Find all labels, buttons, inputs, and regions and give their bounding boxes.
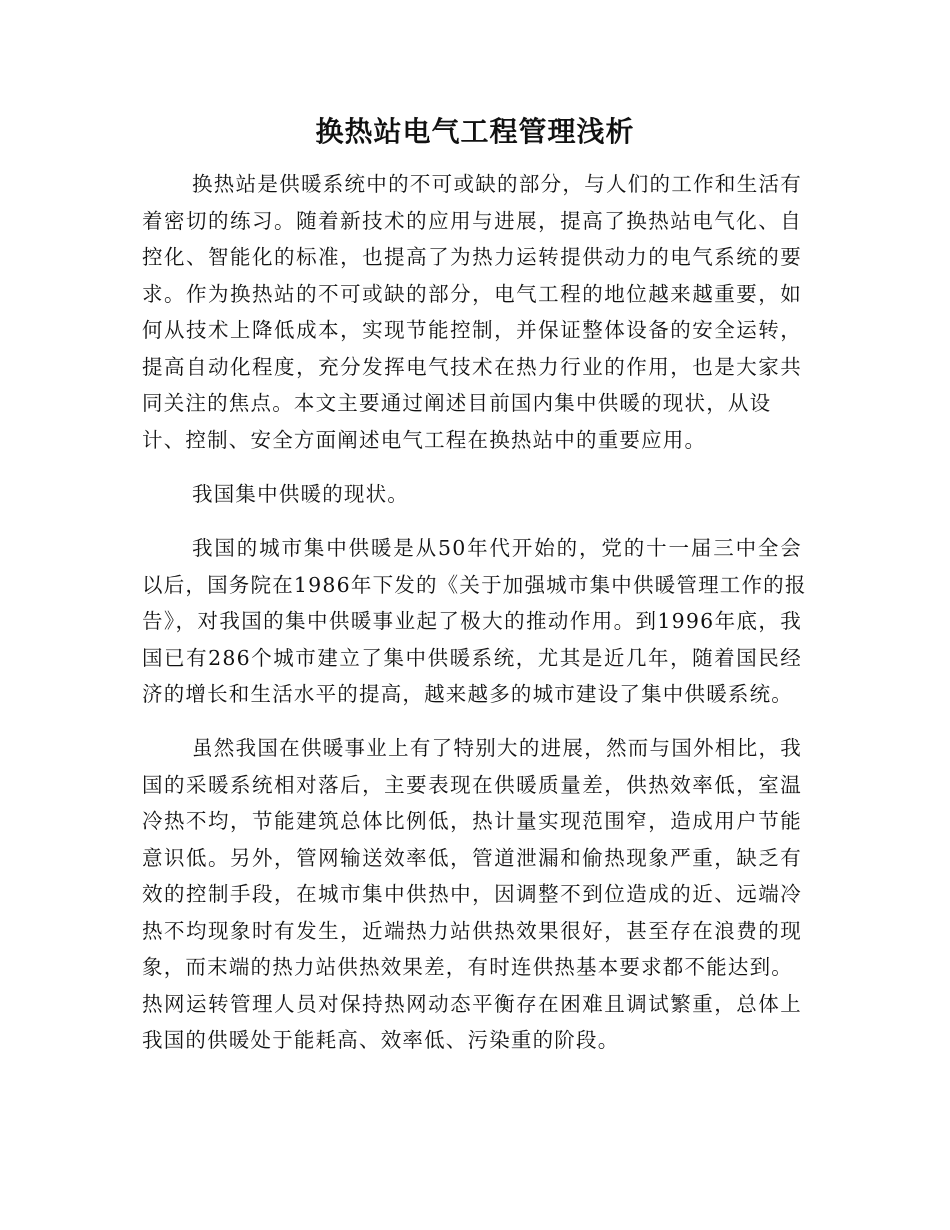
- text-line: 热网运转管理人员对保持热网动态平衡存在困难且调试繁重，总体上: [142, 991, 802, 1016]
- text-line: 国的采暖系统相对落后，主要表现在供暖质量差，供热效率低，室温: [142, 772, 802, 797]
- text-line: 同关注的焦点。本文主要通过阐述目前国内集中供暖的现状，从设: [142, 391, 772, 415]
- paragraph-problems: [142, 730, 802, 1059]
- text-line: 虽然我国在供暖事业上有了特别大的进展，然而与国外相比，我: [192, 736, 802, 760]
- text-line: 求。作为换热站的不可或缺的部分，电气工程的地位越来越重要，如: [142, 281, 802, 306]
- text-line: 象，而末端的热力站供热效果差，有时连供热基本要求都不能达到。: [142, 955, 793, 979]
- text-line: 何从技术上降低成本，实现节能控制，并保证整体设备的安全运转，: [142, 318, 802, 342]
- text-line: 济的增长和生活水平的提高，越来越多的城市建设了集中供暖系统。: [142, 682, 793, 706]
- text-line: 控化、智能化的标准，也提高了为热力运转提供动力的电气系统的要: [142, 245, 802, 269]
- text-line: 着密切的练习。随着新技术的应用与进展，提高了换热站电气化、自: [142, 208, 802, 233]
- paragraph-intro: [142, 166, 802, 458]
- text-line: 以后，国务院在1986年下发的《关于加强城市集中供暖管理工作的报: [142, 572, 807, 597]
- text-line: 国已有286个城市建立了集中供暖系统，尤其是近几年，随着国民经: [142, 645, 802, 670]
- text-line: 计、控制、安全方面阐述电气工程在换热站中的重要应用。: [142, 427, 707, 452]
- text-line: 效的控制手段，在城市集中供热中，因调整不到位造成的近、远端冷: [142, 882, 802, 906]
- text-line: 意识低。另外，管网输送效率低，管道泄漏和偷热现象严重，缺乏有: [142, 845, 802, 870]
- text-line: 提高自动化程度，充分发挥电气技术在热力行业的作用，也是大家共: [142, 354, 802, 379]
- text-line: 热不均现象时有发生，近端热力站供热效果很好，甚至存在浪费的现: [142, 918, 802, 943]
- text-line: 我国的供暖处于能耗高、效率低、污染重的阶段。: [142, 1028, 620, 1052]
- text-line: 冷热不均，节能建筑总体比例低，热计量实现范围窄，造成用户节能: [142, 809, 802, 833]
- text-line: 告》，对我国的集中供暖事业起了极大的推动作用。到1996年底，我: [142, 609, 802, 633]
- paragraph-history: [142, 530, 807, 713]
- document-title: 换热站电气工程管理浅析: [315, 115, 635, 148]
- text-line: 我国集中供暖的现状。: [192, 482, 409, 506]
- text-line: 我国的城市集中供暖是从50年代开始的，党的十一届三中全会: [192, 536, 802, 560]
- text-line: 换热站是供暖系统中的不可或缺的部分，与人们的工作和生活有: [192, 172, 802, 196]
- section-heading: [142, 476, 802, 513]
